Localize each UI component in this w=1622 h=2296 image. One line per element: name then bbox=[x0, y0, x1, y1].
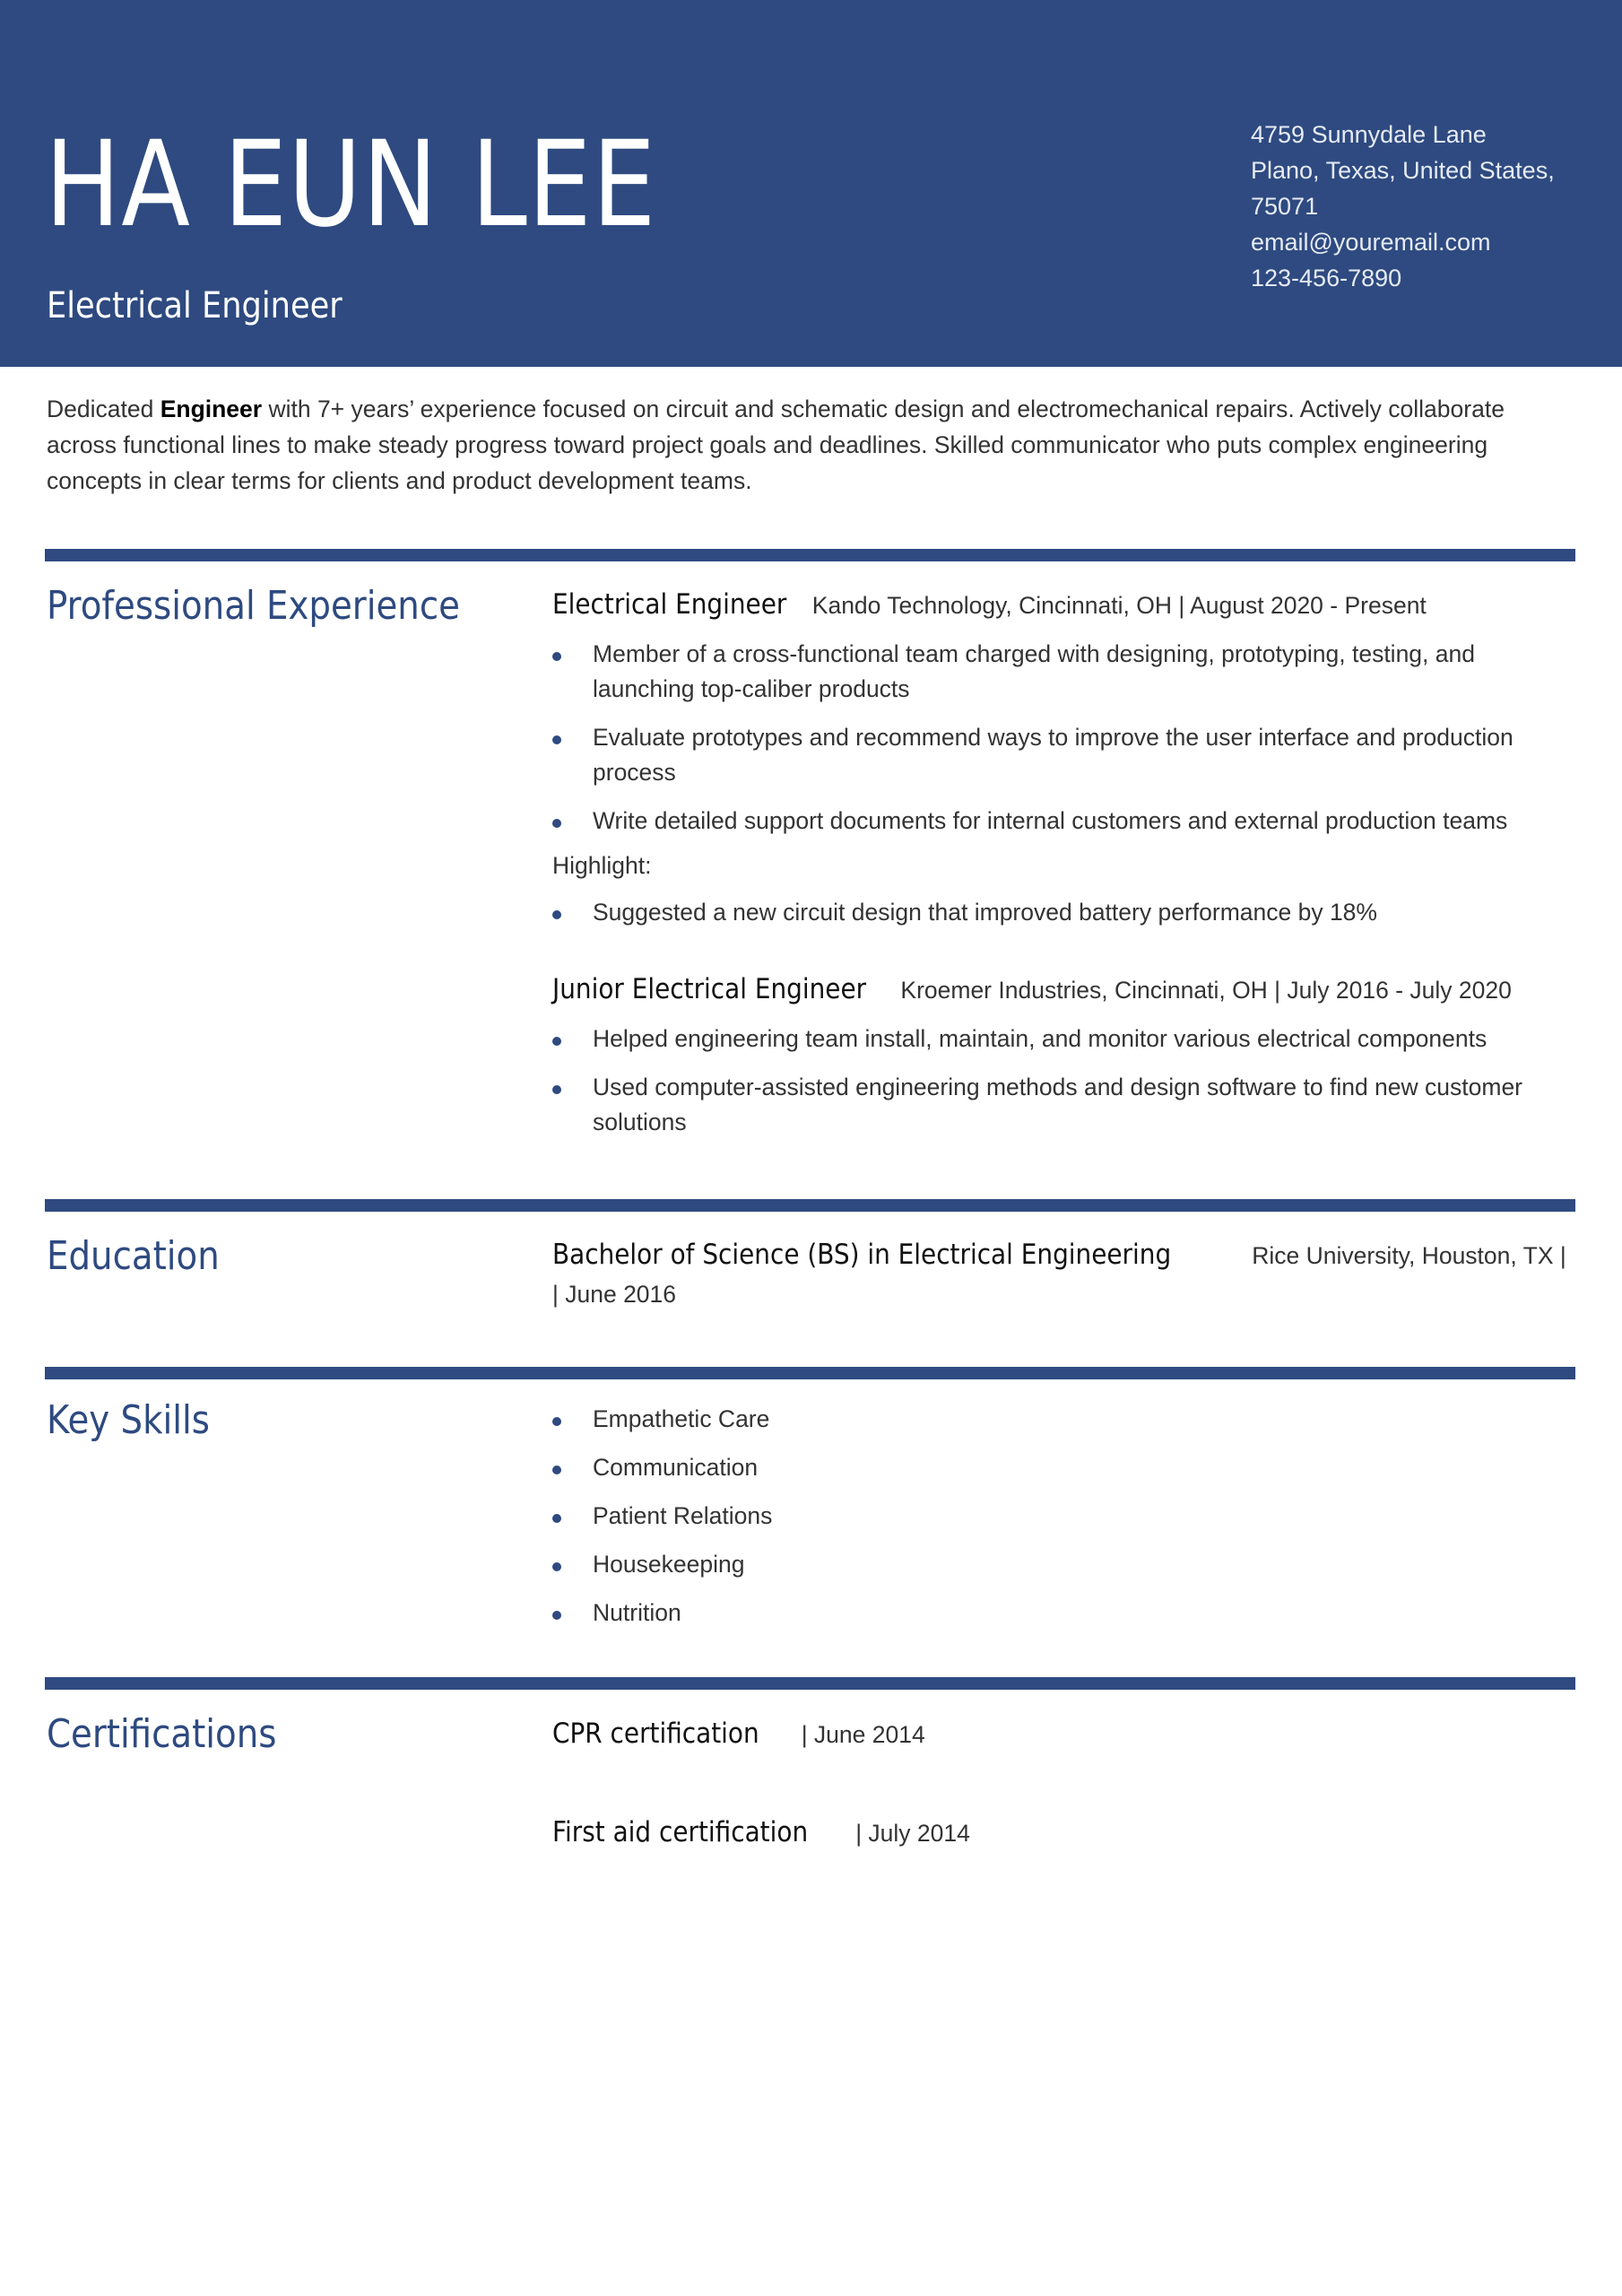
job-header bbox=[552, 588, 1575, 621]
job-role: Electrical Engineer bbox=[552, 588, 787, 621]
bullet-icon bbox=[552, 1514, 561, 1523]
summary-text: with 7+ years’ experience focused on circuit and schematic design and electromechanical repairs. Actively collaborate across functional lines to make steady progress toward project goals and deadlines. Skilled communicator who puts complex engineering concepts in clear terms for clients and product development teams. bbox=[47, 396, 1505, 494]
certification-name: CPR certification bbox=[552, 1718, 759, 1750]
certification-name: First aid certification bbox=[552, 1816, 809, 1848]
bullet-icon bbox=[552, 910, 561, 919]
bullet-icon bbox=[552, 1417, 561, 1426]
summary bbox=[47, 391, 1575, 499]
candidate-name: HA EUN LEE bbox=[45, 116, 657, 254]
job-header bbox=[552, 973, 1575, 1005]
bullet-icon bbox=[552, 1611, 561, 1620]
list-item bbox=[552, 1450, 1575, 1485]
list-item bbox=[552, 1499, 1575, 1534]
skill-text: Empathetic Care bbox=[593, 1405, 770, 1432]
section-divider bbox=[45, 549, 1575, 561]
certification-item bbox=[552, 1718, 925, 1750]
experience-heading: Professional Experience bbox=[47, 583, 460, 629]
bullet-icon bbox=[552, 1562, 561, 1571]
skill-text: Communication bbox=[593, 1454, 759, 1481]
skills-heading: Key Skills bbox=[47, 1397, 210, 1443]
bullet-icon bbox=[552, 735, 561, 744]
email[interactable]: email@youremail.com bbox=[1251, 229, 1491, 256]
list-item bbox=[552, 895, 1575, 930]
certifications-heading: Certifications bbox=[47, 1711, 277, 1757]
certification-item bbox=[552, 1816, 970, 1848]
highlight-bullets bbox=[552, 895, 1575, 930]
list-item bbox=[552, 1402, 1575, 1437]
address-line-1: 4759 Sunnydale Lane bbox=[1251, 121, 1487, 148]
bullet-text: Suggested a new circuit design that improved battery performance by 18% bbox=[593, 899, 1377, 926]
bullet-text: Evaluate prototypes and recommend ways to improve the user interface and production process bbox=[593, 724, 1514, 786]
job-role: Junior Electrical Engineer bbox=[552, 973, 867, 1005]
highlight-label: Highlight: bbox=[552, 852, 652, 879]
skills-content bbox=[552, 1402, 1575, 1644]
section-divider bbox=[45, 1677, 1575, 1690]
address-line-3: 75071 bbox=[1251, 193, 1319, 220]
bullet-icon bbox=[552, 652, 561, 661]
bullet-icon bbox=[552, 1465, 561, 1474]
bullet-text: Write detailed support documents for internal customers and external production teams bbox=[593, 807, 1508, 834]
list-item bbox=[552, 804, 1575, 839]
job-details: Kroemer Industries, Cincinnati, OH | July 2016 - July 2020 bbox=[900, 977, 1512, 1004]
summary-prefix: Dedicated bbox=[47, 396, 160, 422]
address-line-2: Plano, Texas, United States, bbox=[1251, 157, 1555, 184]
summary-bold: Engineer bbox=[160, 396, 263, 422]
skill-text: Patient Relations bbox=[593, 1502, 773, 1529]
list-item bbox=[552, 1547, 1575, 1582]
header-banner bbox=[0, 0, 1622, 367]
list-item bbox=[552, 637, 1575, 707]
education-entry bbox=[552, 1236, 1575, 1314]
bullet-icon bbox=[552, 1037, 561, 1046]
phone[interactable]: 123-456-7890 bbox=[1251, 265, 1402, 291]
job-details: Kando Technology, Cincinnati, OH | August 2020 - Present bbox=[811, 592, 1427, 619]
list-item bbox=[552, 1070, 1575, 1140]
certification-date: | June 2014 bbox=[801, 1721, 925, 1748]
job-bullets bbox=[552, 637, 1575, 839]
list-item bbox=[552, 1022, 1575, 1057]
section-divider bbox=[45, 1367, 1575, 1379]
education-details: Rice University, Houston, TX | | June 2016 bbox=[552, 1242, 1566, 1308]
education-heading: Education bbox=[47, 1233, 220, 1279]
certification-date: | July 2014 bbox=[855, 1820, 970, 1847]
degree: Bachelor of Science (BS) in Electrical Engineering bbox=[552, 1239, 1172, 1271]
bullet-text: Member of a cross-functional team charged with designing, prototyping, testing, and launching top-caliber products bbox=[593, 640, 1475, 702]
skill-text: Housekeeping bbox=[593, 1551, 745, 1578]
list-item bbox=[552, 1596, 1575, 1631]
contact-info bbox=[1251, 117, 1592, 296]
list-item bbox=[552, 720, 1575, 790]
section-divider bbox=[45, 1199, 1575, 1212]
skills-list bbox=[552, 1402, 1575, 1631]
job-bullets bbox=[552, 1022, 1575, 1140]
candidate-title: Electrical Engineer bbox=[47, 285, 343, 326]
experience-content bbox=[552, 588, 1575, 1153]
bullet-icon bbox=[552, 1085, 561, 1094]
skill-text: Nutrition bbox=[593, 1599, 681, 1626]
bullet-text: Helped engineering team install, maintain, and monitor various electrical components bbox=[593, 1025, 1488, 1052]
bullet-icon bbox=[552, 819, 561, 828]
bullet-text: Used computer-assisted engineering methods and design software to find new customer solutions bbox=[593, 1074, 1523, 1135]
